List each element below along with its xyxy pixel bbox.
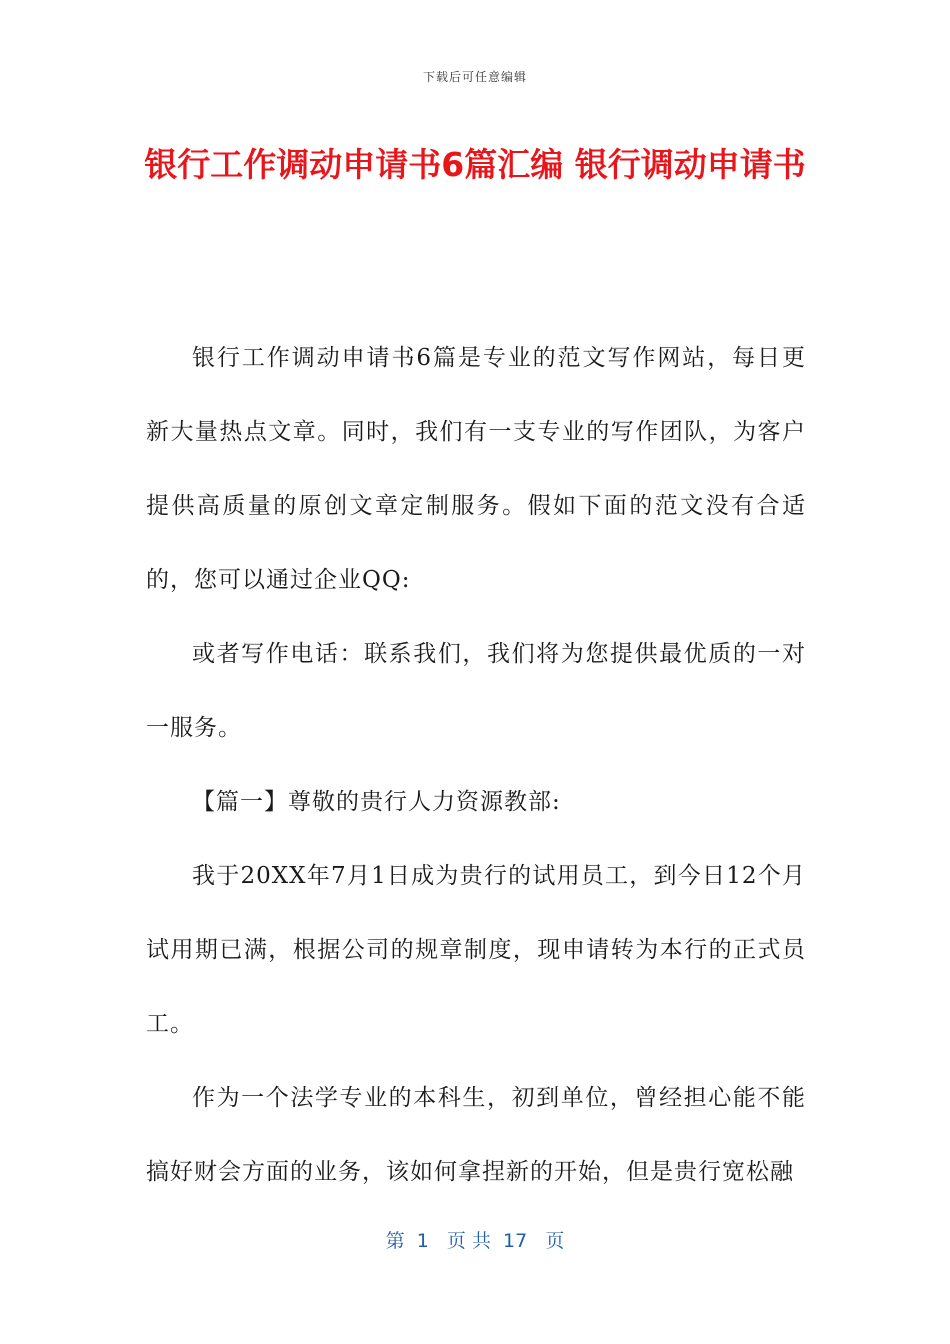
document-title: 银行工作调动申请书6篇汇编 银行调动申请书 xyxy=(144,145,806,184)
paragraph-background: 作为一个法学专业的本科生，初到单位，曾经担心能不能搞好财会方面的业务，该如何拿捏新的开始，但是贵行宽松融 xyxy=(146,1085,806,1185)
paragraph-probation: 我于20XX年7月1日成为贵行的试用员工，到今日12个月试用期已满，根据公司的规章制度，现申请转为本行的正式员工。 xyxy=(146,863,806,1037)
paragraph-salutation: 【篇一】尊敬的贵行人力资源教部: xyxy=(192,789,561,815)
header-note: 下载后可任意编辑 xyxy=(422,70,527,84)
document-body xyxy=(146,321,806,1209)
paragraph-intro: 银行工作调动申请书6篇是专业的范文写作网站，每日更新大量热点文章。同时，我们有一支专业的写作团队，为客户提供高质量的原创文章定制服务。假如下面的范文没有合适的，您可以通过企业QQ: xyxy=(146,345,806,593)
paragraph-contact: 或者写作电话：联系我们，我们将为您提供最优质的一对一服务。 xyxy=(146,641,806,741)
page-number-footer: 第 1 页 共 17 页 xyxy=(385,1230,565,1252)
